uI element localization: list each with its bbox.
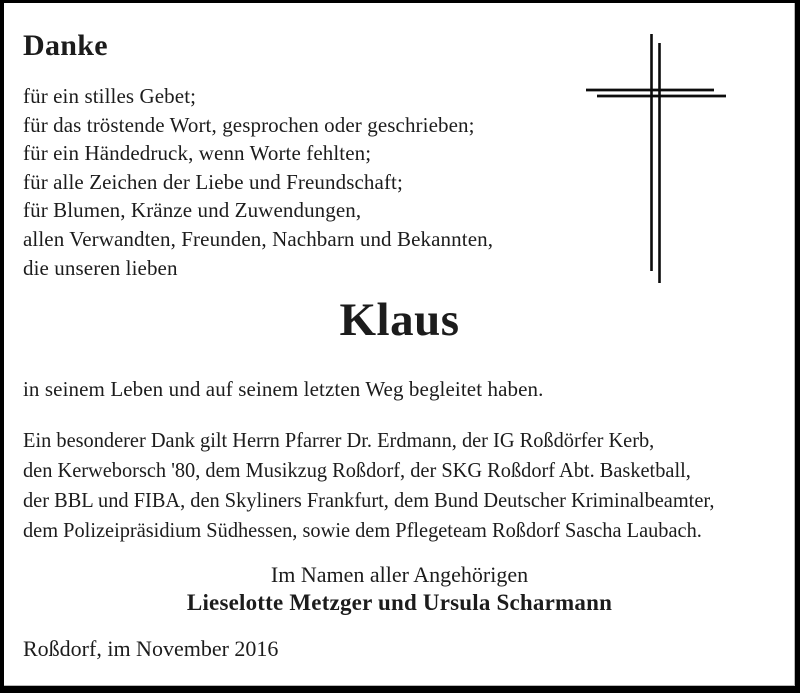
special-thanks-line: Ein besonderer Dank gilt Herrn Pfarrer Dr. Erdmann, der IG Roßdörfer Kerb, <box>23 428 655 452</box>
cross-icon <box>580 29 732 292</box>
thanks-line: allen Verwandten, Freunden, Nachbarn und Bekannten, <box>23 226 494 251</box>
signature-names: Lieselotte Metzger und Ursula Scharmann <box>186 590 613 615</box>
special-thanks-line: dem Polizeipräsidium Südhessen, sowie dem Pflegeteam Roßdorf Sascha Laubach. <box>23 518 702 542</box>
thanks-line: für ein Händedruck, wenn Worte fehlten; <box>23 141 372 166</box>
page-title: Danke <box>23 29 108 62</box>
special-thanks-line: der BBL und FIBA, den Skyliners Frankfurt, dem Bund Deutscher Kriminalbeamter, <box>23 488 715 512</box>
special-thanks-paragraph <box>23 425 714 545</box>
thanks-line: die unseren lieben <box>23 255 178 280</box>
thanks-line: für das tröstende Wort, gesprochen oder geschrieben; <box>23 112 475 137</box>
closing-line: in seinem Leben und auf seinem letzten Weg begleitet haben. <box>23 377 544 401</box>
special-thanks-line: den Kerweborsch '80, dem Musikzug Roßdorf, der SKG Roßdorf Abt. Basketball, <box>23 458 691 482</box>
place-date: Roßdorf, im November 2016 <box>23 636 279 661</box>
deceased-name: Klaus <box>339 294 460 346</box>
thanks-list <box>23 82 493 282</box>
thanks-line: für Blumen, Kränze und Zuwendungen, <box>23 198 362 223</box>
thanks-line: für ein stilles Gebet; <box>23 84 197 108</box>
signature-on-behalf: Im Namen aller Angehörigen <box>270 562 529 587</box>
thanks-line: für alle Zeichen der Liebe und Freundschaft; <box>23 169 403 194</box>
